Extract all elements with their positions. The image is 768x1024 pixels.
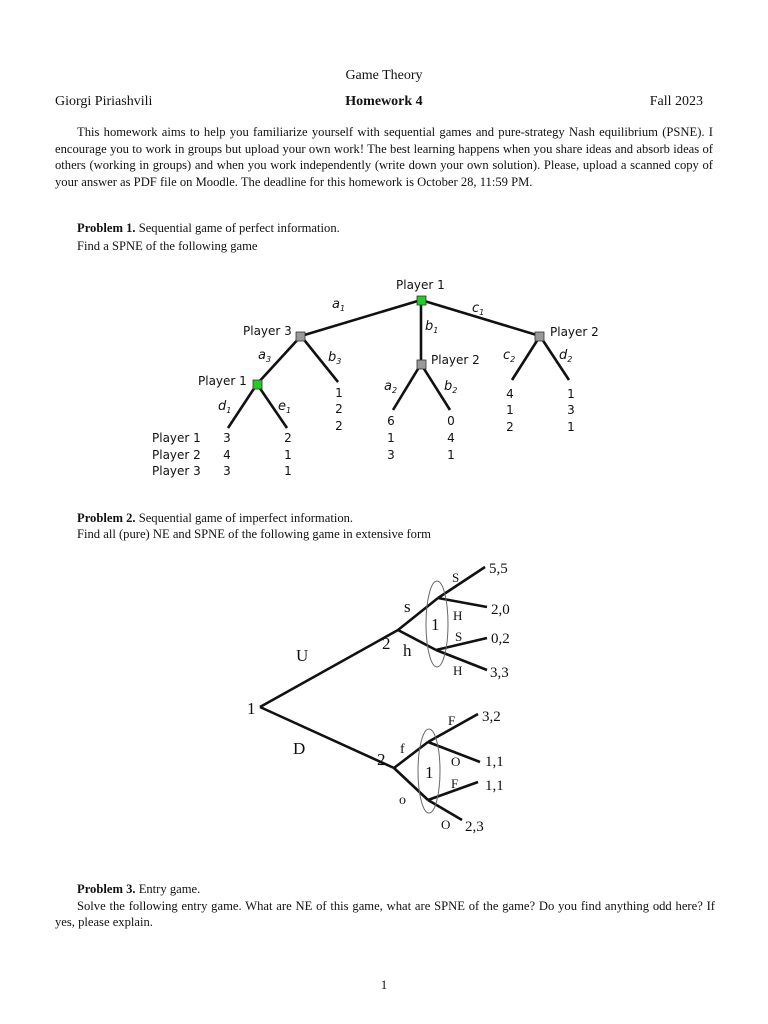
payoff-a2-p1: 6	[387, 414, 395, 428]
root-player-label: Player 1	[396, 278, 445, 292]
action-d2: $d_2$	[559, 348, 573, 364]
info-set-upper-player: 1	[431, 615, 440, 634]
action-U: U	[296, 646, 309, 665]
payoff-d2-p1: 1	[567, 387, 575, 401]
row-label-player-2: Player 2	[152, 448, 201, 462]
action-c1: $c_1$	[472, 301, 485, 317]
payoff-fF: 3,2	[482, 709, 501, 725]
payoff-b2-p1: 0	[447, 414, 455, 428]
tree-1-row-labels	[152, 431, 201, 478]
info-set-lower-player: 1	[425, 763, 434, 782]
player-1-root-node	[417, 296, 426, 305]
problem-3-label: Problem 3.	[77, 882, 136, 896]
payoff-fO: 1,1	[485, 754, 504, 770]
problem-3-heading	[77, 881, 200, 897]
action-c2: $c_2$	[503, 348, 516, 364]
payoff-e1-p1: 2	[284, 431, 292, 445]
node-2-upper-label: 2	[382, 634, 391, 653]
tree-2-labels	[247, 597, 440, 808]
player-2-right-node	[535, 332, 544, 341]
payoff-d2-p2: 3	[567, 403, 575, 417]
payoff-e1-p3: 1	[284, 464, 292, 478]
problem-1-label: Problem 1.	[77, 221, 136, 235]
player-1-lower-node	[253, 380, 262, 389]
player-2-middle-node	[417, 360, 426, 369]
payoff-d1-p2: 4	[223, 448, 231, 462]
problem-2-title: Sequential game of imperfect information.	[138, 511, 354, 525]
problem-2-instruction: Find all (pure) NE and SPNE of the following game in extensive form	[77, 527, 431, 541]
action-b1: $b_1$	[425, 319, 439, 335]
problem-3-title: Entry game.	[138, 882, 201, 896]
intro-paragraph: This homework aims to help you familiarize yourself with sequential games and pure-strategy Nash equilibrium (PSNE). I encourage you to work in groups but upload your own work! The best learning happens when you share ideas and absorb ideas of others (working in groups) and when you work independently (write down your own solution). Please, upload a scanned copy of your answer as PDF file on Moodle. The deadline for this homework is October 28, 11:59 PM.	[55, 125, 713, 189]
problem-1-instruction: Find a SPNE of the following game	[77, 239, 258, 253]
root-node-label: 1	[247, 699, 256, 718]
problem-2-game-tree	[0, 550, 768, 840]
action-a1: $a_1$	[332, 297, 346, 313]
player-2-right-label: Player 2	[550, 325, 599, 339]
action-S-top: S	[452, 570, 460, 585]
payoff-b3-p2: 2	[335, 402, 343, 416]
action-a3: $a_3$	[258, 348, 272, 364]
action-f: f	[400, 742, 405, 757]
payoff-sH: 2,0	[491, 602, 510, 618]
author-name: Giorgi Piriashvili	[55, 94, 153, 109]
payoff-oO: 2,3	[465, 819, 484, 835]
action-b3: $b_3$	[328, 350, 342, 366]
problem-1-heading	[77, 220, 340, 236]
problem-3-text: Solve the following entry game. What are NE of this game, what are SPNE of the game? Do you find anything odd here? If yes, please explain.	[55, 899, 715, 929]
player-1-lower-label: Player 1	[198, 374, 247, 388]
action-F-second: F	[451, 776, 459, 791]
tree-2-payoffs	[465, 561, 510, 835]
payoff-a2-p2: 1	[387, 431, 395, 445]
payoff-e1-p2: 1	[284, 448, 292, 462]
player-3-label: Player 3	[243, 324, 292, 338]
action-d1: $d_1$	[218, 399, 232, 415]
course-name: Game Theory	[345, 68, 423, 83]
page-number: 1	[380, 977, 388, 992]
action-F-top: F	[448, 713, 456, 728]
row-label-player-3: Player 3	[152, 464, 201, 478]
payoff-c2-p2: 1	[506, 403, 514, 417]
payoff-a2-p3: 3	[387, 448, 395, 462]
payoff-oF: 1,1	[485, 778, 504, 794]
problem-1-game-tree	[0, 270, 768, 485]
action-O-top: O	[451, 754, 461, 769]
payoff-SS: 5,5	[489, 561, 508, 577]
player-3-node	[296, 332, 305, 341]
action-O-second: O	[441, 817, 451, 832]
payoff-hH: 3,3	[490, 665, 509, 681]
payoff-b3-p3: 2	[335, 419, 343, 433]
problem-1-title: Sequential game of perfect information.	[138, 221, 340, 235]
payoff-b2-p3: 1	[447, 448, 455, 462]
payoff-c2-p1: 4	[506, 387, 514, 401]
action-H-top: H	[453, 608, 463, 623]
payoff-d1-p1: 3	[223, 431, 231, 445]
action-o: o	[399, 793, 406, 808]
payoff-c2-p3: 2	[506, 420, 514, 434]
problem-2-heading	[77, 510, 353, 526]
homework-title: Homework 4	[345, 94, 423, 109]
payoff-b2-p2: 4	[447, 431, 455, 445]
payoff-hS: 0,2	[491, 631, 510, 647]
action-e1: $e_1$	[278, 399, 292, 415]
node-2-lower-label: 2	[377, 750, 386, 769]
row-label-player-1: Player 1	[152, 431, 201, 445]
problem-2-label: Problem 2.	[77, 511, 136, 525]
action-h: h	[403, 641, 412, 660]
player-2-middle-label: Player 2	[431, 353, 480, 367]
action-H-second: H	[453, 663, 463, 678]
term: Fall 2023	[649, 94, 703, 109]
action-S-second: S	[455, 629, 463, 644]
action-s: s	[404, 597, 411, 616]
tree-1-action-labels	[218, 297, 572, 415]
payoff-b3-p1: 1	[335, 386, 343, 400]
action-b2: $b_2$	[444, 379, 458, 395]
payoff-d1-p3: 3	[223, 464, 231, 478]
action-D: D	[293, 739, 306, 758]
payoff-d2-p3: 1	[567, 420, 575, 434]
action-a2: $a_2$	[384, 379, 398, 395]
